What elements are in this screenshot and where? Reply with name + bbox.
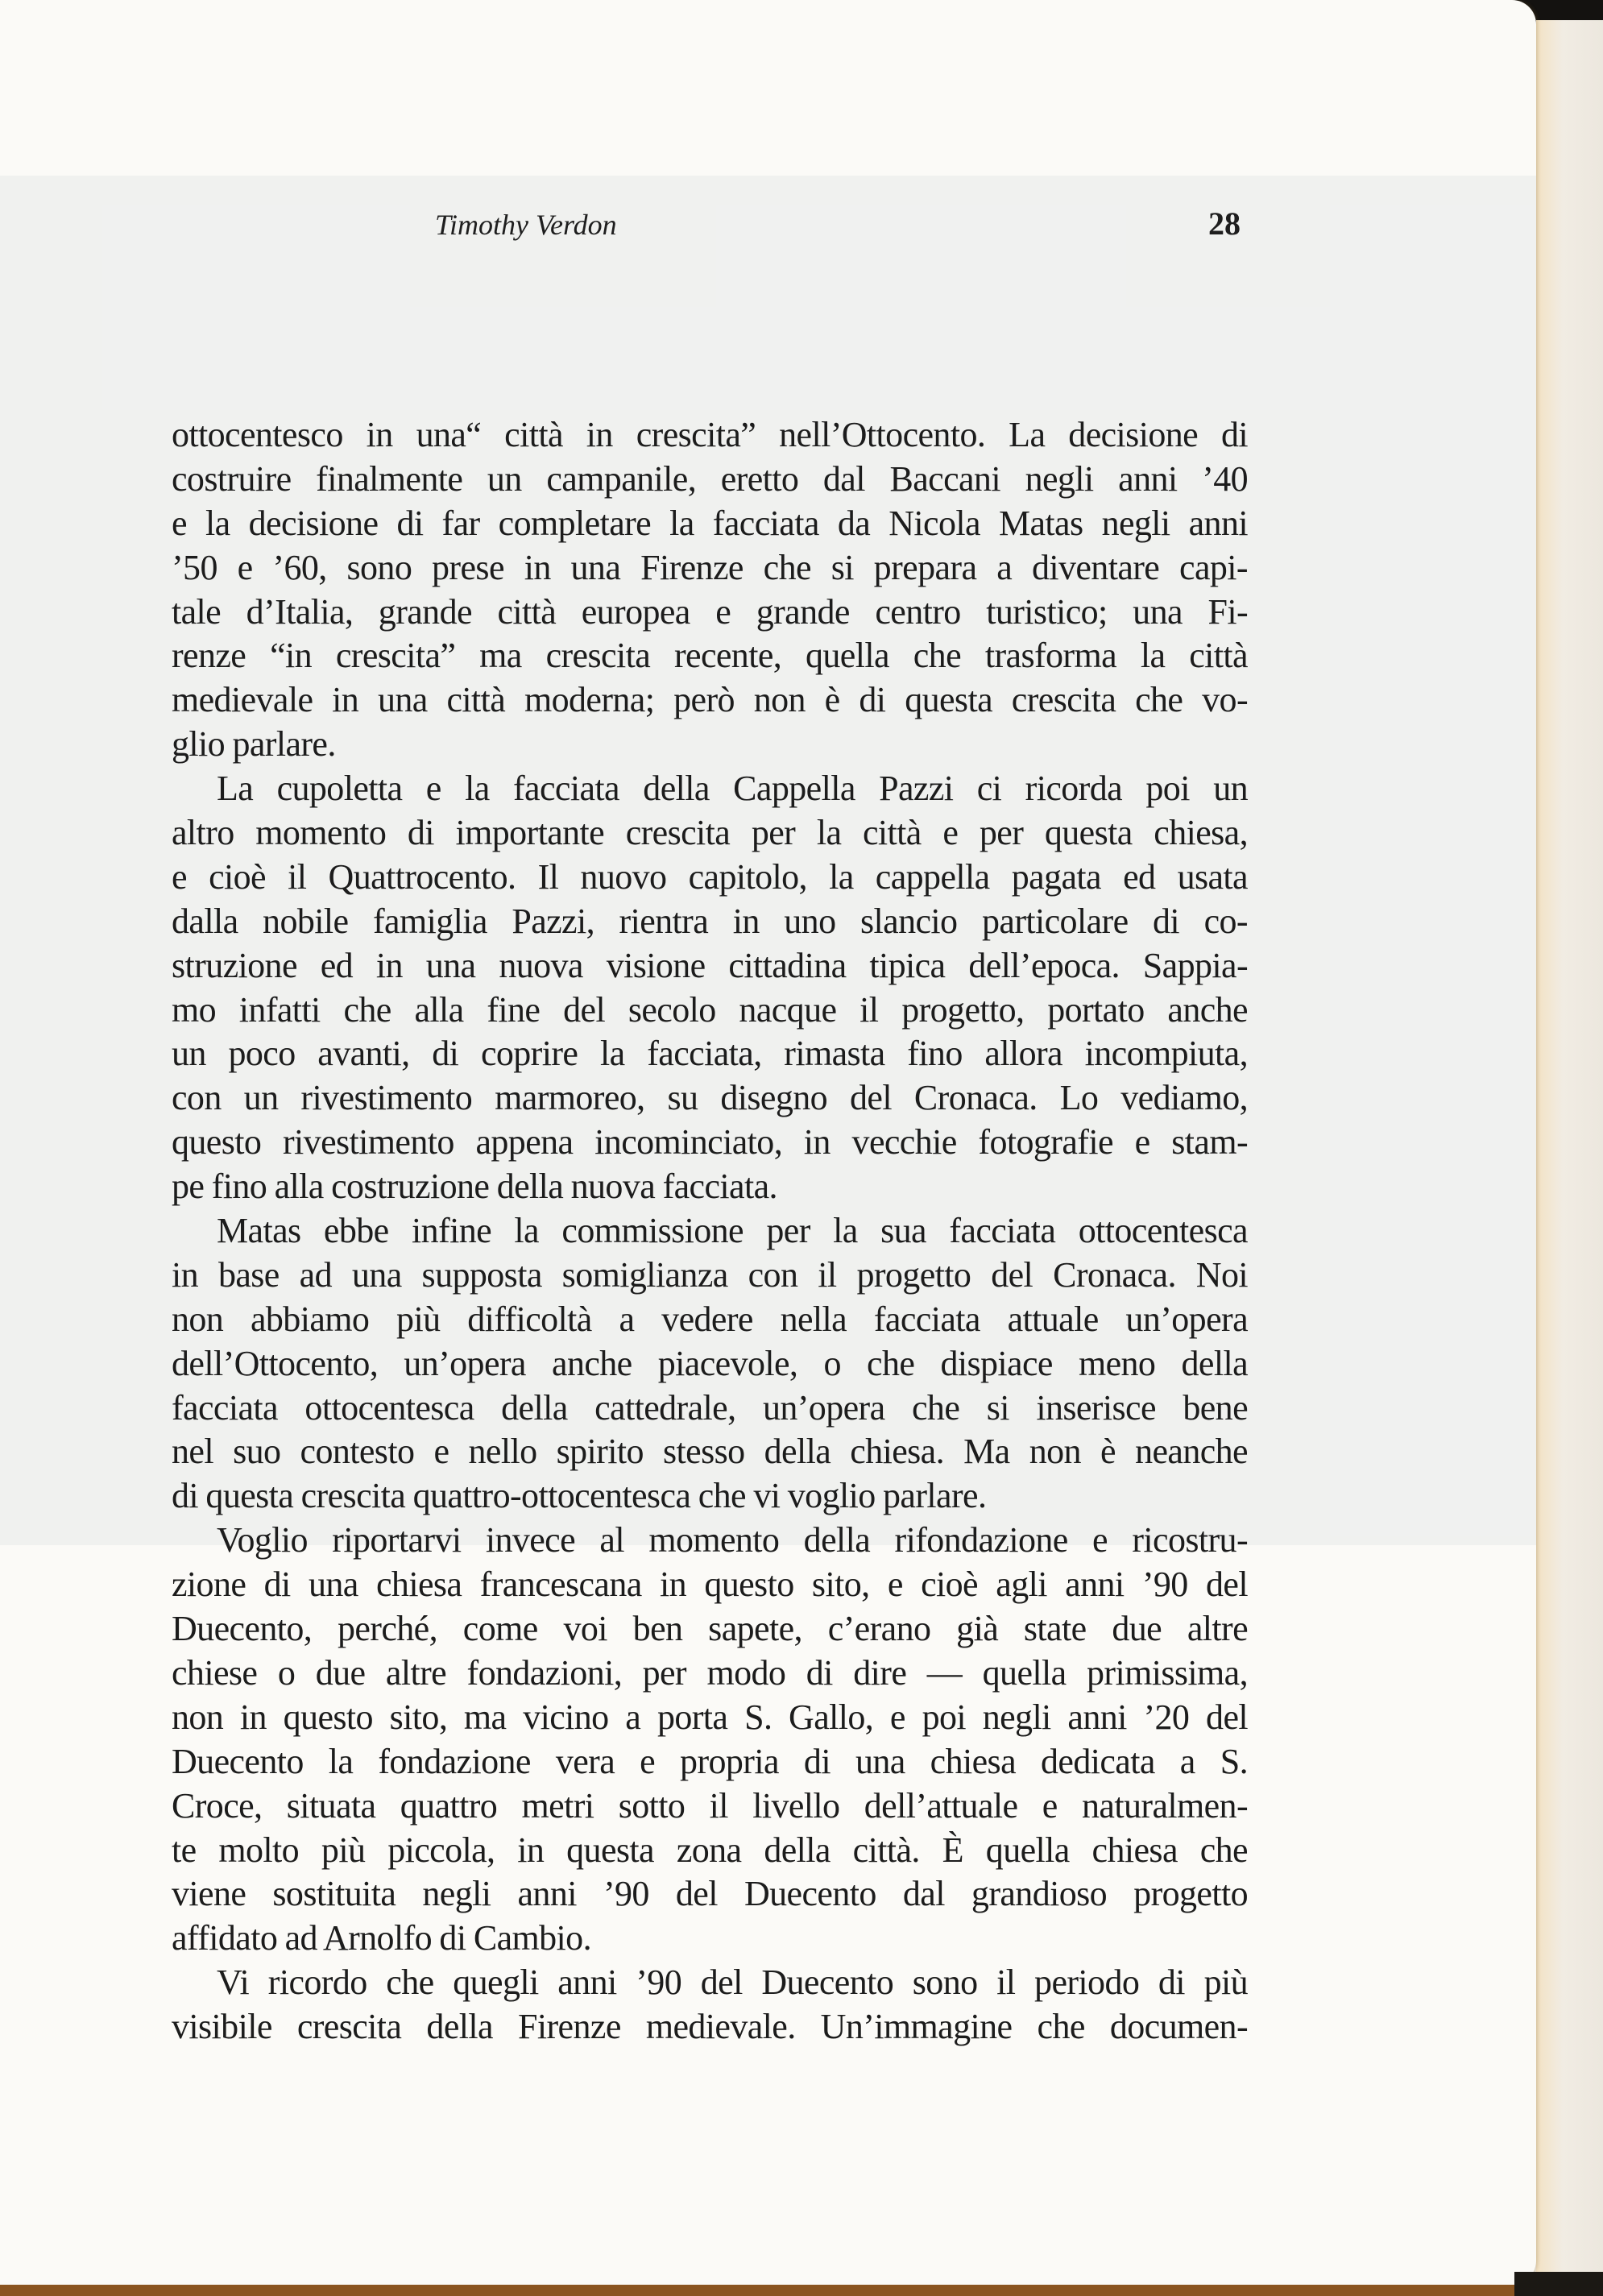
text-line: facciata ottocentesca della cattedrale, un’opera che si inserisce bene [172,1387,1248,1428]
book-cover-edge [0,2285,1603,2296]
text-line: dell’Ottocento, un’opera anche piacevole, o che dispiace meno della [172,1343,1248,1383]
text-line: dalla nobile famiglia Pazzi, rientra in uno slancio particolare di co- [172,901,1248,941]
text-line: e cioè il Quattrocento. Il nuovo capitolo, la cappella pagata ed usata [172,856,1248,897]
text-line: mo infatti che alla fine del secolo nacque il progetto, portato anche [172,989,1248,1030]
text-line: Vi ricordo che quegli anni ’90 del Duecento sono il periodo di più [217,1962,1248,2003]
text-line: Voglio riportarvi invece al momento della rifondazione e ricostru- [217,1520,1248,1560]
text-line: medievale in una città moderna; però non è di questa crescita che vo- [172,680,1248,720]
body-text [172,413,1248,2049]
paragraph [172,1209,1248,1519]
paragraph [172,1519,1248,1961]
paragraph [172,767,1248,1209]
text-line: viene sostituita negli anni ’90 del Duecento dal grandioso progetto [172,1874,1248,1914]
text-line: Duecento la fondazione vera e propria di una chiesa dedicata a S. [172,1741,1248,1781]
text-line: ’50 e ’60, sono prese in una Firenze che si prepara a diventare capi- [172,547,1248,587]
text-line: renze “in crescita” ma crescita recente, quella che trasforma la città [172,636,1248,676]
text-line: La cupoletta e la facciata della Cappella Pazzi ci ricorda poi un [217,769,1248,809]
text-line: costruire finalmente un campanile, eretto dal Baccani negli anni ’40 [172,458,1248,499]
text-line: pe fino alla costruzione della nuova facciata. [172,1167,777,1207]
text-line: chiese o due altre fondazioni, per modo di dire — quella primissima, [172,1652,1248,1693]
text-line: ottocentesco in una“ città in crescita” nell’Ottocento. La decisione di [172,415,1248,454]
text-line: un poco avanti, di coprire la facciata, rimasta fino allora incompiuta, [172,1034,1248,1074]
text-line: nel suo contesto e nello spirito stesso della chiesa. Ma non è neanche [172,1432,1248,1472]
paragraph [172,413,1248,767]
text-line: non in questo sito, ma vicino a porta S. Gallo, e poi negli anni ’20 del [172,1697,1248,1737]
background-shadow-bottom [1514,2272,1603,2296]
text-line: di questa crescita quattro-ottocentesca che vi voglio parlare. [172,1476,987,1516]
text-line: questo rivestimento appena incominciato, in vecchie fotografie e stam- [172,1122,1248,1163]
text-line: affidato ad Arnolfo di Cambio. [172,1918,591,1958]
text-line: non abbiamo più difficoltà a vedere nella facciata attuale un’opera [172,1299,1248,1339]
page-number: 28 [1208,205,1241,242]
text-line: in base ad una supposta somiglianza con il progetto del Cronaca. Noi [172,1254,1248,1295]
paragraph [172,1961,1248,2049]
running-head-author: Timothy Verdon [435,209,617,241]
text-line: Croce, situata quattro metri sotto il livello dell’attuale e naturalmen- [172,1785,1248,1826]
text-line: glio parlare. [172,724,336,765]
text-line: visibile crescita della Firenze medievale. Un’immagine che documen- [172,2007,1248,2047]
next-page-edge [1536,20,1603,2284]
text-line: tale d’Italia, grande città europea e grande centro turistico; una Fi- [172,591,1248,632]
text-line: zione di una chiesa francescana in questo sito, e cioè agli anni ’90 del [172,1565,1248,1605]
text-line: altro momento di importante crescita per la città e per questa chiesa, [172,813,1248,853]
text-line: Duecento, perché, come voi ben sapete, c’erano già state due altre [172,1609,1248,1649]
text-line: e la decisione di far completare la facciata da Nicola Matas negli anni [172,503,1248,543]
text-line: Matas ebbe infine la commissione per la sua facciata ottocentesca [217,1211,1248,1251]
text-line: con un rivestimento marmoreo, su disegno del Cronaca. Lo vediamo, [172,1078,1248,1118]
text-line: struzione ed in una nuova visione cittadina tipica dell’epoca. Sappia- [172,945,1248,985]
text-line: te molto più piccola, in questa zona della città. È quella chiesa che [172,1830,1248,1870]
